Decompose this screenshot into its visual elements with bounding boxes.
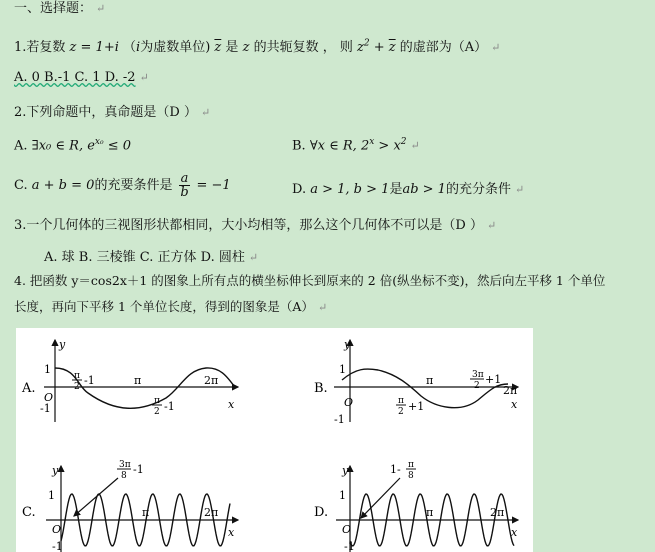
q2-c-fraction <box>179 172 191 199</box>
graph-a-anno1-tail: -1 <box>84 374 95 387</box>
graph-d-origin: O <box>342 523 352 536</box>
graph-b-x-label: x <box>511 398 518 411</box>
graph-a-anno1-num: π <box>74 371 80 381</box>
graphs-svg <box>16 328 533 552</box>
q2-d-label: D. <box>292 182 307 197</box>
graph-b-y-label: y <box>344 338 351 351</box>
graph-a-pi: π <box>134 374 142 387</box>
graph-c-pointer <box>74 478 118 516</box>
graph-d-neg-one: -1 <box>344 540 355 552</box>
graph-b-two-pi: 2π <box>503 384 518 397</box>
q1-options-text: A. 0 B.-1 C. 1 D. -2 <box>14 70 136 85</box>
q1-z: z <box>242 40 250 55</box>
graph-b-one: 1 <box>339 363 346 376</box>
graph-c-anno1-num: 3π <box>119 460 131 470</box>
return-mark: ↵ <box>410 139 420 153</box>
answer-graphs-figure <box>16 328 533 552</box>
graph-d-two-pi: 2π <box>490 506 505 519</box>
q2-c-text: 的充要条件是 <box>94 178 173 193</box>
q2-d-text: 是 <box>389 182 403 197</box>
question-4-line-1 <box>14 271 605 289</box>
graph-b-pi: π <box>426 374 434 387</box>
q2-d-expr2: ab > 1 <box>402 182 446 197</box>
graph-b-label: B. <box>314 381 328 396</box>
return-mark: ↵ <box>200 106 211 119</box>
graph-d-y-label: y <box>342 464 349 477</box>
graph-a-one: 1 <box>44 363 51 376</box>
graph-a-two-pi: 2π <box>204 374 219 387</box>
graph-a-y-label: y <box>59 338 66 351</box>
section-title <box>14 0 105 16</box>
q2-option-d <box>292 178 524 197</box>
graph-c-two-pi: 2π <box>204 506 219 519</box>
section-title-text: 一、选择题： <box>14 1 93 16</box>
graph-b-anno1-tail: +1 <box>485 373 502 386</box>
graph-d-label: D. <box>314 505 329 520</box>
q2-option-c <box>14 172 231 199</box>
graph-d-anno1-head: 1- <box>390 463 401 476</box>
return-mark: ↵ <box>317 301 328 314</box>
q2-b-sup: x <box>369 137 375 147</box>
q2-a-tail: ≤ 0 <box>107 138 132 154</box>
q1-expression: $z^2 + \overline{z}$ <box>356 38 396 55</box>
q2-a-sup: x₀ <box>94 137 104 147</box>
graph-c-label: C. <box>22 505 36 520</box>
q1-zbar: $\overline{z}$ <box>214 40 222 55</box>
return-mark: ↵ <box>486 219 497 232</box>
graph-d-anno1-num: π <box>408 460 414 470</box>
return-mark: ↵ <box>248 251 259 264</box>
q1-unit-i: i <box>136 40 141 55</box>
graph-a-anno2-num: π <box>154 396 160 406</box>
graph-c-anno1-den: 8 <box>121 471 127 481</box>
q2-c-num: a <box>180 171 189 186</box>
graph-a-neg-one: -1 <box>40 402 51 415</box>
q2-a-expr: ∃x₀ ∈ R, e <box>31 138 95 154</box>
graph-c-anno1-tail: -1 <box>133 463 144 476</box>
graph-a-anno2-den: 2 <box>154 407 160 417</box>
question-2 <box>14 101 210 120</box>
graph-d-x-label: x <box>511 526 518 539</box>
q1-equation: z = 1+i <box>69 40 119 55</box>
q3-options-text: A. 球 B. 三棱锥 C. 正方体 D. 圆柱 <box>44 250 245 265</box>
graph-a-anno2-tail: -1 <box>164 400 175 413</box>
q2-b-sup2: 2 <box>400 137 407 147</box>
q4-line1-text: 4. 把函数 y＝cos2x＋1 的图象上所有点的横坐标伸长到原来的 2 倍(纵坐标不变)，然后向左平移 1 个单位 <box>14 273 606 288</box>
q2-text: 2.下列命题中，真命题是（D ） <box>14 105 197 120</box>
graph-b <box>314 338 518 426</box>
graph-d-pointer <box>361 478 400 518</box>
return-mark: ↵ <box>139 71 149 84</box>
q2-c-tail: = −1 <box>196 178 231 193</box>
graph-b-anno2-num: π <box>398 396 404 406</box>
graph-c-one: 1 <box>48 489 55 502</box>
graph-d-anno1-den: 8 <box>408 471 414 481</box>
q2-c-expr: a + b = 0 <box>31 178 95 193</box>
graph-b-origin: O <box>344 396 354 409</box>
question-4-line-2 <box>14 297 327 315</box>
graph-c-pi: π <box>142 506 150 519</box>
q1-text-a: 1.若复数 <box>14 40 66 55</box>
q2-b-mid: > x <box>374 138 401 154</box>
q1-text-b: 为虚数单位) <box>140 40 211 55</box>
graph-c <box>22 460 238 552</box>
q1-text-c: 是 <box>225 40 239 55</box>
question-3-options <box>44 246 258 265</box>
graph-c-neg-one: -1 <box>52 540 63 552</box>
graph-c-y-label: y <box>52 464 59 477</box>
graph-a-x-label: x <box>228 398 235 411</box>
return-mark: ↵ <box>491 41 501 54</box>
graph-d-one: 1 <box>339 489 346 502</box>
q2-b-label: B. <box>292 138 306 154</box>
question-3 <box>14 214 496 233</box>
question-1-options <box>14 70 149 85</box>
q1-text-e: 的虚部为（A） <box>399 40 488 55</box>
graph-a-anno1-den: 2 <box>74 382 80 392</box>
graph-a-label: A. <box>22 381 36 396</box>
graph-c-x-label: x <box>228 526 235 539</box>
q3-text: 3.一个几何体的三视图形状都相同，大小均相等，那么这个几何体不可以是（D ） <box>14 218 483 233</box>
graph-d-pi: π <box>426 506 434 519</box>
return-mark: ↵ <box>514 183 525 196</box>
graph-b-anno1-num: 3π <box>472 370 484 380</box>
q2-d-text2: 的充分条件 <box>445 182 511 197</box>
graph-b-neg-one: -1 <box>334 413 345 426</box>
q1-paren: （ <box>123 40 137 55</box>
q2-d-expr: a > 1, b > 1 <box>310 182 390 197</box>
return-mark: ↵ <box>96 2 106 15</box>
graph-b-anno2-tail: +1 <box>408 400 425 413</box>
q1-expr-sup: 2 <box>363 38 370 49</box>
q2-a-label: A. <box>14 138 28 154</box>
q2-option-a <box>14 137 131 153</box>
graph-a-origin: O <box>44 391 54 404</box>
graph-c-origin: O <box>52 523 62 536</box>
q1-text-d: 的共轭复数 ， 则 <box>253 40 353 55</box>
graph-b-anno2-den: 2 <box>398 407 404 417</box>
graph-a <box>21 338 238 422</box>
question-1 <box>14 36 500 55</box>
q2-c-label: C. <box>14 178 28 193</box>
q2-option-b <box>292 137 420 153</box>
graph-d <box>314 460 518 552</box>
graph-b-anno1-den: 2 <box>474 381 480 391</box>
q4-line2-text: 长度，再向下平移 1 个单位长度，得到的图象是（A） <box>14 299 314 314</box>
q2-b-expr: ∀x ∈ R, 2 <box>309 138 370 154</box>
q2-c-den: b <box>180 185 189 200</box>
